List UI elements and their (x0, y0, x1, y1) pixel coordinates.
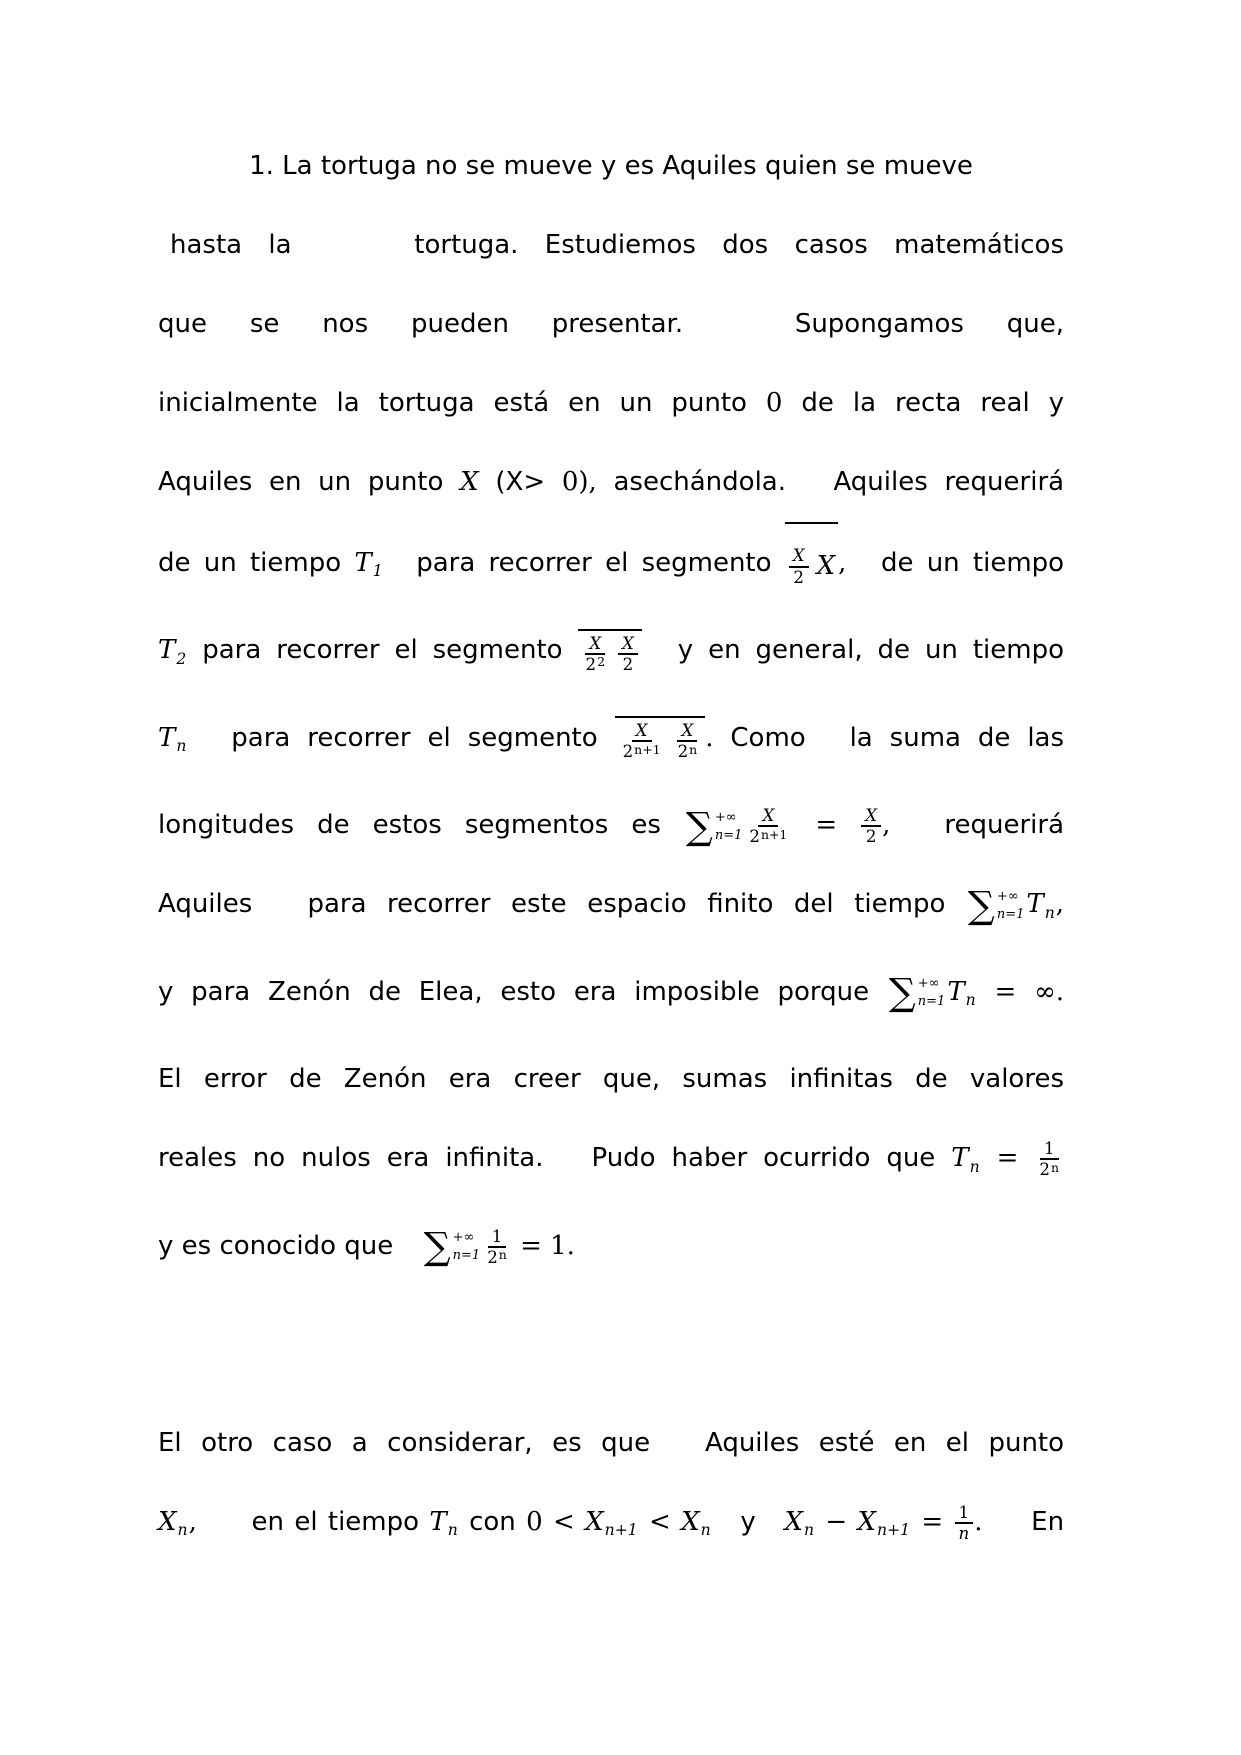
word-gap (993, 1529, 1021, 1530)
fraction-numerator (758, 806, 778, 827)
math-variable: T (158, 722, 176, 753)
math-fraction (1035, 1139, 1063, 1179)
word-gap (657, 657, 663, 658)
math-subscript: n (700, 1521, 711, 1540)
math-fraction (674, 721, 702, 761)
math-subscript: 1 (372, 562, 383, 581)
word-gap (726, 331, 752, 332)
word-gap (913, 832, 921, 833)
math-expression (422, 1224, 575, 1269)
text-line: $T_n$ para recorrer el segmento $\frac{X}{2^{n+1}}$ $\frac{X}{2^n}$ . Como la suma de las (158, 699, 1064, 786)
summation-limits (453, 1229, 481, 1264)
math-subscript: n (803, 1521, 815, 1540)
word-gap (823, 745, 833, 746)
math-fraction (483, 1227, 511, 1267)
math-superscript: n+1 (760, 826, 788, 842)
math-text: 0 < (526, 1506, 586, 1537)
math-expression (158, 1506, 197, 1540)
summation (967, 883, 1025, 928)
math-variable: X (865, 806, 878, 826)
word-gap (722, 1529, 730, 1530)
math-text: = (911, 1506, 954, 1537)
math-fraction (861, 806, 881, 846)
math-variable: T (429, 1506, 447, 1537)
fraction-denominator (1035, 1160, 1063, 1179)
math-variable: X (622, 633, 634, 653)
fraction-denominator (619, 655, 638, 674)
math-expression (887, 970, 1064, 1015)
fraction-numerator (618, 634, 638, 655)
math-variable: T (951, 1143, 969, 1174)
sigma-icon: ∑ (685, 804, 713, 849)
math-variable: X (762, 806, 775, 826)
document-body (158, 127, 1064, 1570)
math-text: 2 (865, 827, 877, 847)
overline-segment (785, 522, 838, 606)
summation-limits (918, 975, 946, 1010)
upper-limit: +∞ (452, 1230, 475, 1246)
math-subscript: n (965, 991, 976, 1010)
math-fraction (954, 1503, 973, 1543)
text-line: y para Zenón de Elea, esto era imposible porque ∑ +∞ n=1 $T_n$ = ∞. (158, 970, 1064, 1015)
summation (888, 970, 946, 1015)
word-gap (207, 1529, 241, 1530)
fraction-numerator (488, 1227, 507, 1248)
math-text: 1 (958, 1502, 970, 1522)
text-line: hasta la tortuga. Estudiemos dos casos matemáticos (170, 230, 1065, 260)
math-variable: X (635, 721, 648, 741)
sigma-icon: ∑ (423, 1224, 451, 1269)
fraction-denominator (582, 655, 610, 674)
fraction-denominator (954, 1524, 973, 1543)
fraction-denominator (745, 827, 791, 846)
math-superscript: 2 (597, 654, 606, 670)
text-line: que se nos pueden presentar. Supongamos que, (158, 309, 1064, 339)
word-gap (670, 1450, 686, 1451)
math-fraction (619, 721, 665, 761)
fraction-numerator (632, 721, 652, 742)
math-subscript: 2 (176, 649, 187, 668)
text-line: El error de Zenón era creer que, sumas infinitas de valores (158, 1064, 1064, 1095)
text-line: 1. La tortuga no se mueve y es Aquiles quien se mueve (249, 151, 973, 181)
math-expression (784, 1502, 983, 1543)
lower-limit: n=1 (917, 994, 946, 1010)
math-subscript: n (176, 737, 187, 756)
math-expression (684, 804, 891, 849)
math-variable: X (816, 551, 836, 581)
text-line: inicialmente la tortuga está en un punto 0 de la recta real y (158, 388, 1065, 418)
math-expression (578, 633, 642, 674)
math-text: = (792, 810, 861, 841)
math-subscript: n (969, 1157, 980, 1176)
text-line: Aquiles para recorrer este espacio finito del tiempo ∑ +∞ n=1 $T_n$, (158, 883, 1065, 928)
math-variable: T (158, 635, 176, 666)
word-gap (204, 745, 214, 746)
math-expression (460, 467, 479, 497)
word-gap (273, 911, 287, 912)
math-variable: T (1026, 889, 1044, 920)
math-expression (966, 883, 1065, 928)
math-expression (951, 1139, 1064, 1180)
math-expression (158, 635, 187, 668)
math-text: 2 (585, 654, 597, 674)
math-text: , (838, 548, 847, 578)
fraction-numerator (585, 634, 605, 655)
math-variable: X (460, 467, 479, 497)
fraction-numerator (789, 546, 809, 567)
math-text: 2 (622, 654, 634, 674)
text-line: longitudes de estos segmentos es ∑ +∞ n=1 $\frac{X}{2^{n+1}}$ = $\frac{X}{2}$ , requerirá (158, 804, 1065, 849)
math-subscript: n+1 (877, 1521, 911, 1540)
math-fraction (582, 634, 610, 674)
math-variable: n (958, 1523, 970, 1543)
lower-limit: n=1 (714, 827, 743, 843)
word-gap (401, 1253, 413, 1254)
math-variable: X (158, 1506, 177, 1537)
lower-limit: n=1 (996, 906, 1025, 922)
sigma-icon: ∑ (967, 883, 995, 928)
paragraph-break (158, 1286, 1064, 1404)
text-line: y es conocido que ∑ +∞ n=1 $\frac{1}{2^n}$ = 1. (158, 1224, 575, 1269)
sigma-icon: ∑ (888, 970, 916, 1015)
math-expression (766, 388, 783, 418)
math-fraction (618, 634, 638, 674)
word-gap (397, 570, 403, 571)
math-text: 2 (749, 827, 760, 847)
summation-limits (997, 888, 1025, 923)
math-text: 2 (622, 742, 634, 762)
math-subscript: n (177, 1521, 188, 1540)
math-text: 2 (793, 567, 804, 587)
word-gap (318, 252, 388, 253)
lower-limit: n=1 (452, 1248, 481, 1264)
math-superscript: n+1 (634, 741, 661, 757)
fraction-numerator (677, 721, 697, 742)
math-text: = (980, 1143, 1035, 1174)
text-line: $X_n$, en el tiempo $T_n$ con $0 < X_{n+1} < X_n$ y $X_n - X_{n+1}$ = $\frac{1}{n}$ . En (158, 1502, 1065, 1543)
math-expression (354, 548, 383, 581)
math-fraction (789, 546, 809, 586)
fraction-denominator (619, 742, 665, 761)
text-line: reales no nulos era infinita. Pudo haber ocurrido que $T_n$ = $\frac{1}{2^n}$ (158, 1119, 1064, 1206)
word-gap (766, 1529, 774, 1530)
math-variable: T (354, 548, 372, 578)
math-variable: X (792, 546, 805, 566)
text-line: Aquiles en un punto X (X> 0), asechándola. Aquiles requerirá (158, 467, 1065, 497)
math-expression (562, 467, 597, 497)
math-variable: X (681, 1506, 700, 1537)
math-text: . (705, 722, 714, 753)
upper-limit: +∞ (714, 810, 737, 826)
math-text: , (882, 810, 891, 841)
math-variable: X (585, 1506, 604, 1537)
math-text: , (1055, 889, 1065, 920)
math-superscript: n (689, 741, 698, 757)
math-superscript: n (498, 1246, 507, 1262)
math-expression (158, 722, 187, 756)
text-line: $T_2$ para recorrer el segmento $\frac{X}{2^2}$ $\frac{X}{2}$ y en general, de un tiempo (158, 611, 1064, 698)
word-gap (803, 489, 817, 490)
math-subscript: n (1044, 903, 1055, 922)
math-text: 2 (487, 1247, 498, 1267)
math-variable: X (589, 633, 602, 653)
upper-limit: +∞ (917, 976, 940, 992)
text-line: El otro caso a considerar, es que Aquiles esté en el punto (158, 1427, 1065, 1458)
math-text: 2 (1039, 1160, 1050, 1180)
math-expression (615, 721, 714, 762)
math-expression (429, 1506, 458, 1540)
math-expression (785, 546, 847, 587)
overline-segment (578, 629, 642, 674)
overline-segment (615, 716, 706, 761)
fraction-numerator (1040, 1139, 1059, 1160)
fraction-denominator (674, 742, 702, 761)
math-text: = ∞. (976, 976, 1064, 1007)
summation (685, 804, 743, 849)
math-text: 0), (561, 467, 597, 497)
fraction-denominator (862, 827, 881, 846)
text-line: de un tiempo $T_1$ para recorrer el segmento $\frac{X}{2}$ X , de un tiempo (158, 522, 1064, 611)
math-subscript: n+1 (604, 1521, 638, 1540)
word-gap (559, 1165, 575, 1166)
fraction-denominator (483, 1248, 511, 1267)
fraction-numerator (861, 806, 881, 827)
fraction-denominator (789, 568, 808, 587)
math-fraction (745, 806, 791, 846)
math-text: = 1. (511, 1230, 575, 1261)
math-variable: X (784, 1506, 803, 1537)
word-gap (860, 570, 868, 571)
math-variable: X (681, 721, 694, 741)
summation-limits (715, 809, 743, 844)
math-text: , (188, 1506, 197, 1537)
math-text: − (815, 1506, 858, 1537)
math-text: 1 (1043, 1139, 1055, 1159)
math-superscript: n (1051, 1159, 1060, 1175)
math-expression (526, 1506, 712, 1540)
summation (423, 1224, 481, 1269)
math-text: . (974, 1506, 983, 1537)
upper-limit: +∞ (996, 889, 1019, 905)
math-subscript: n (447, 1521, 458, 1540)
math-text: < (638, 1506, 682, 1537)
math-text: 1 (491, 1226, 503, 1246)
fraction-numerator (955, 1503, 974, 1524)
math-text: 0 (765, 388, 783, 418)
math-variable: X (857, 1506, 876, 1537)
math-variable: T (947, 976, 965, 1007)
math-text: 2 (677, 742, 689, 762)
